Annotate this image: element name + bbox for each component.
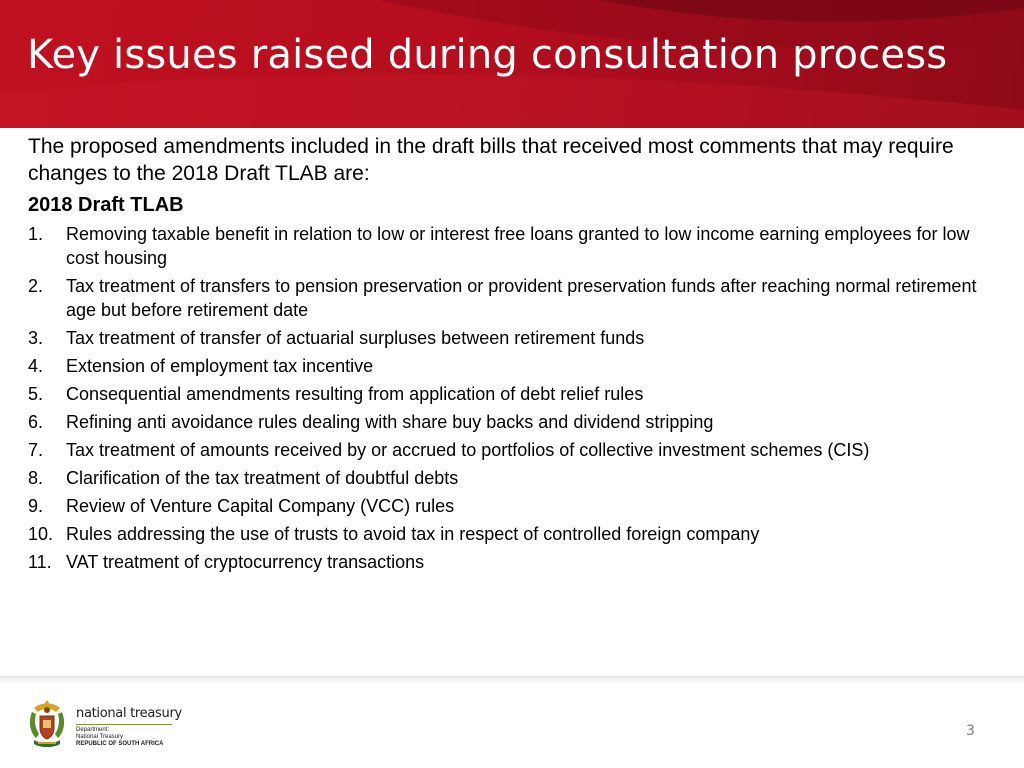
list-item bbox=[28, 274, 996, 322]
list-item-text: Removing taxable benefit in relation to low or interest free loans granted to low income earning employees for low cost housing bbox=[66, 224, 970, 268]
issue-list bbox=[28, 222, 996, 574]
list-item-number: 5. bbox=[28, 384, 44, 404]
brand-rule bbox=[76, 724, 172, 725]
list-item-number: 3. bbox=[28, 328, 44, 348]
list-item-number: 11. bbox=[28, 552, 52, 572]
page-title: Key issues raised during consultation process bbox=[27, 32, 948, 78]
list-item-number: 9. bbox=[28, 496, 44, 516]
list-item-text: Rules addressing the use of trusts to avoid tax in respect of controlled foreign company bbox=[66, 524, 760, 544]
list-item bbox=[28, 410, 996, 434]
section-heading: 2018 Draft TLAB bbox=[28, 194, 184, 216]
brand-department-name: National Treasury bbox=[76, 734, 124, 740]
slide-body bbox=[28, 133, 996, 578]
list-item bbox=[28, 222, 996, 270]
list-item bbox=[28, 466, 996, 490]
footer-divider bbox=[0, 676, 1024, 684]
list-item-text: VAT treatment of cryptocurrency transactions bbox=[66, 552, 425, 572]
list-item bbox=[28, 354, 996, 378]
brand-name: national treasury bbox=[76, 706, 182, 721]
list-item-number: 6. bbox=[28, 412, 44, 432]
list-item-text: Refining anti avoidance rules dealing with share buy backs and dividend stripping bbox=[66, 412, 714, 432]
list-item bbox=[28, 382, 996, 406]
list-item-text: Tax treatment of transfers to pension preservation or provident preservation funds after reaching normal retirement age but before retirement date bbox=[66, 276, 977, 320]
list-item-text: Review of Venture Capital Company (VCC) rules bbox=[66, 496, 455, 516]
list-item bbox=[28, 550, 996, 574]
national-treasury-logo bbox=[26, 698, 186, 750]
title-banner bbox=[0, 0, 1024, 128]
list-item-number: 7. bbox=[28, 440, 44, 460]
list-item-number: 8. bbox=[28, 468, 44, 488]
list-item bbox=[28, 438, 996, 462]
list-item-number: 4. bbox=[28, 356, 44, 376]
list-item-number: 2. bbox=[28, 276, 44, 296]
list-item-number: 1. bbox=[28, 224, 44, 244]
intro-paragraph: The proposed amendments included in the draft bills that received most comments that may require changes to the 2018 Draft TLAB are: bbox=[28, 135, 954, 185]
list-item bbox=[28, 326, 996, 350]
list-item bbox=[28, 494, 996, 518]
coat-of-arms-icon bbox=[26, 698, 68, 750]
list-item bbox=[28, 522, 996, 546]
list-item-number: 10. bbox=[28, 524, 54, 544]
page-number: 3 bbox=[966, 723, 975, 739]
brand-department: Department: bbox=[76, 727, 110, 733]
list-item-text: Tax treatment of amounts received by or accrued to portfolios of collective investment schemes (CIS) bbox=[66, 440, 870, 460]
list-item-text: Consequential amendments resulting from application of debt relief rules bbox=[66, 384, 644, 404]
list-item-text: Tax treatment of transfer of actuarial surpluses between retirement funds bbox=[66, 328, 645, 348]
brand-country: REPUBLIC OF SOUTH AFRICA bbox=[76, 741, 164, 747]
list-item-text: Clarification of the tax treatment of doubtful debts bbox=[66, 468, 459, 488]
brand-text bbox=[76, 707, 182, 748]
list-item-text: Extension of employment tax incentive bbox=[66, 356, 374, 376]
